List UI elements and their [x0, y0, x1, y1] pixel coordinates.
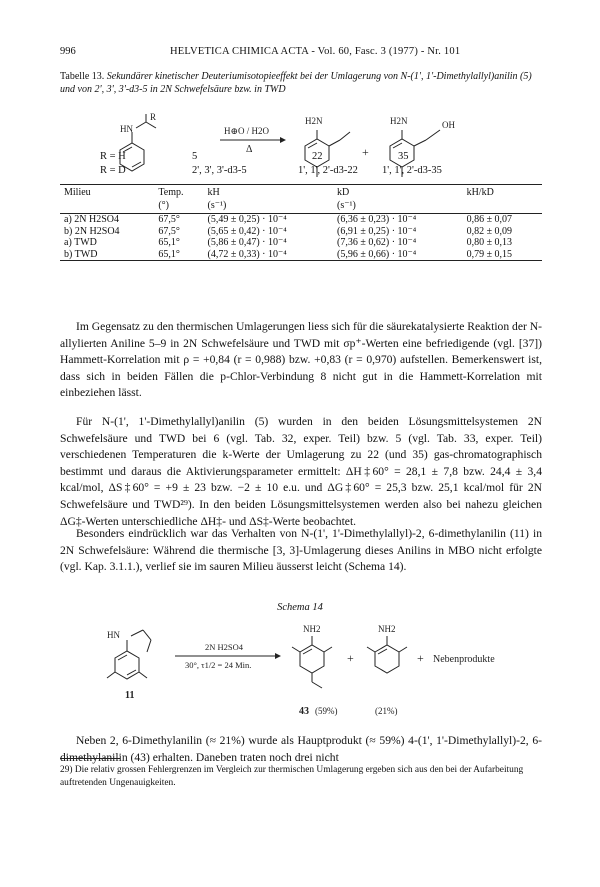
- table-cell: (6,36 ± 0,23) · 10⁻⁴: [337, 214, 417, 225]
- table-cell: (5,65 ± 0,42) · 10⁻⁴: [207, 225, 287, 237]
- paragraph-text: Besonders eindrücklich war das Verhalten von N-(1', 1'-Dimethylallyl)-2, 6-dimethylanilin (11) in 2N Schwefelsäure: Während die thermische [3, 3]-Umlagerung dieses Anilins in MBO nicht erfolgte (vgl. Kap. 3.1.1.), verlief sie im sauren Milieu äusserst leicht (Schema 14).: [60, 527, 542, 574]
- schema-14: [95, 618, 525, 718]
- compound-5: 5: [192, 151, 198, 162]
- col-milieu: Milieu: [60, 185, 154, 200]
- col-ratio: kH/kD: [463, 185, 542, 200]
- table-row: [60, 226, 542, 238]
- plus-sign: +: [362, 145, 369, 159]
- paragraph-text: Für N-(1', 1'-Dimethylallyl)anilin (5) wurden in den beiden Lösungsmittelsystemen 2N Schwefelsäure und TWD bei 6 (vgl. Tab. 32, exper. Teil) bzw. 5 (vgl. Tab. 33, exper. Teil) verschiedenen Temperaturen die k-Werte der Umlagerung zu 22 (und 35) gas-chromatographisch bestimmt und daraus die Aktivierungsparameter ermittelt: ΔH‡60° = 28,1 ± 7,8 bzw. 24,4 ± 3,4 kcal/mol, ΔS‡60° = +9 ± 23 bzw. −2 ± 10 e.u. und ΔG‡60° = 25,3 bzw. 25,1 kcal/mol für 2N Schwefelsäure und TWD²⁹). In den beiden Lösungsmittelsystemen werden also bei nahezu gleichen ΔG‡-Werten unterschiedliche ΔH‡- und ΔS‡-Werte beobachtet.: [60, 415, 542, 528]
- hn-label: HN: [120, 124, 133, 134]
- col-kh: kH: [204, 185, 334, 200]
- h2n-label-35: H2N: [390, 116, 408, 126]
- footnote-mark: 29): [60, 765, 73, 775]
- paragraph-products: [60, 733, 542, 766]
- table-cell: (5,96 ± 0,66) · 10⁻⁴: [333, 249, 463, 261]
- table-cell: 65,1°: [154, 249, 203, 261]
- footnote-text: Die relativ grossen Fehlergrenzen im Vergleich zur thermischen Umlagerung ergeben sich aus den bei der Aufarbeitung auftretenden Ungenauigkeiten.: [60, 765, 524, 788]
- table-row: [60, 237, 542, 249]
- table-cell: (6,91 ± 0,25) · 10⁻⁴: [337, 225, 417, 237]
- col-temp: Temp.: [154, 185, 203, 200]
- table-cell: b) 2N H2SO4: [64, 225, 120, 237]
- table-cell: 67,5°: [158, 214, 180, 225]
- unit-kd: (s⁻¹): [333, 199, 463, 214]
- running-title: HELVETICA CHIMICA ACTA - Vol. 60, Fasc. 3 (1977) - Nr. 101: [170, 46, 461, 57]
- table-caption: [60, 70, 542, 96]
- paragraph-text: Im Gegensatz zu den thermischen Umlagerungen liess sich für die säurekatalysierte Reaktion der N-allylierten Aniline 5–9 in 2N Schwefelsäure und TWD mit σp⁺-Werten eine befriedigende (vgl. [37]) Hammett-Korrelation mit ρ = +0,84 (r = 0,988) bzw. +0,83 (r = 0,970) aufstellen. Bemerkenswert ist, dass sich in beiden Fällen die p-Chlor-Verbindung 8 nicht gut in die Hammett-Korrelation mit einbeziehen lässt.: [60, 320, 542, 400]
- compound-22: 22: [312, 151, 323, 162]
- nh2-label-b: NH2: [378, 624, 396, 634]
- compound-35: 35: [398, 151, 409, 162]
- col-kd: kD: [333, 185, 463, 200]
- yield-43: (59%): [315, 706, 338, 716]
- compound-5-d3: 2', 3', 3'-d3-5: [192, 165, 247, 176]
- footnote-rule: [60, 758, 120, 759]
- reagent-14: 2N H2SO4: [205, 642, 244, 652]
- running-header: [60, 46, 540, 60]
- table-cell: (4,72 ± 0,33) · 10⁻⁴: [204, 249, 334, 261]
- table-cell: a) 2N H2SO4: [64, 214, 119, 225]
- table-cell: (5,49 ± 0,25) · 10⁻⁴: [207, 214, 287, 225]
- table-cell: (5,86 ± 0,47) · 10⁻⁴: [207, 237, 287, 248]
- compound-35-d3: 1', 1', 2'-d3-35: [382, 165, 442, 176]
- table-row: [60, 249, 542, 261]
- unit-temp: (°): [154, 199, 203, 214]
- table-cell: 0,82 ± 0,09: [466, 225, 513, 237]
- footnote-29: [60, 764, 542, 789]
- row-label-d: R = D: [100, 165, 126, 176]
- oh-label: OH: [442, 120, 455, 130]
- table-cell: b) TWD: [60, 249, 154, 261]
- table-row: [60, 214, 542, 226]
- table-cell: (7,36 ± 0,62) · 10⁻⁴: [337, 237, 417, 248]
- kinetics-table: [60, 184, 542, 261]
- schema-14-title: Schema 14: [277, 602, 323, 613]
- caption-label: Tabelle 13.: [60, 71, 105, 82]
- arrow-head: [280, 137, 286, 143]
- reagent-label: H⊕O / H2O: [224, 126, 270, 136]
- hn-label-11: HN: [107, 630, 120, 640]
- structure-5: [120, 114, 156, 171]
- caption-text: Sekundärer kinetischer Deuteriumisotopieeffekt bei der Umlagerung von N-(1', 1'-Dimethylallyl)anilin (5) und von 2', 3', 3'-d3-5 in 2N Schwefelsäure bzw. in TWD: [60, 71, 532, 95]
- unit-milieu: [60, 199, 154, 214]
- unit-kh: (s⁻¹): [204, 199, 334, 214]
- table-cell: 67,5°: [158, 225, 180, 237]
- unit-ratio: [463, 199, 542, 214]
- page-number: 996: [60, 46, 76, 57]
- plus-1: +: [347, 651, 354, 665]
- compound-43: 43: [299, 706, 309, 717]
- paragraph-dimethylanilin: [60, 526, 542, 576]
- table-cell: a) TWD: [64, 237, 97, 248]
- paragraph-hammett: [60, 319, 542, 402]
- table-cell: 0,79 ± 0,15: [463, 249, 542, 261]
- structure-43: [292, 636, 332, 688]
- row-label-h: R = H: [100, 151, 126, 162]
- byproducts-label: Nebenprodukte: [433, 654, 495, 665]
- compound-11: 11: [125, 690, 135, 701]
- h2n-label-22: H2N: [305, 116, 323, 126]
- yield-21: (21%): [375, 706, 398, 716]
- heat-label: Δ: [246, 144, 253, 155]
- plus-2: +: [417, 651, 424, 665]
- nh2-label-43: NH2: [303, 624, 321, 634]
- paragraph-text: Neben 2, 6-Dimethylanilin (≈ 21%) wurde als Hauptprodukt (≈ 59%) 4-(1', 1'-Dimethylallyl)-2, 6-dimethylanilin (43) erhalten. Daneben traten noch drei nicht: [60, 734, 542, 764]
- structure-dimethylanilin: [367, 636, 407, 673]
- paragraph-activation: [60, 414, 542, 530]
- table-cell: 0,80 ± 0,13: [466, 237, 513, 248]
- compound-22-d3: 1', 1', 2'-d3-22: [298, 165, 358, 176]
- table-cell: 65,1°: [158, 237, 180, 248]
- r-label: R: [150, 112, 157, 122]
- conditions-14: 30°, τ1/2 = 24 Min.: [185, 660, 252, 670]
- arrow-head-14: [275, 653, 281, 659]
- table-cell: 0,86 ± 0,07: [466, 214, 513, 225]
